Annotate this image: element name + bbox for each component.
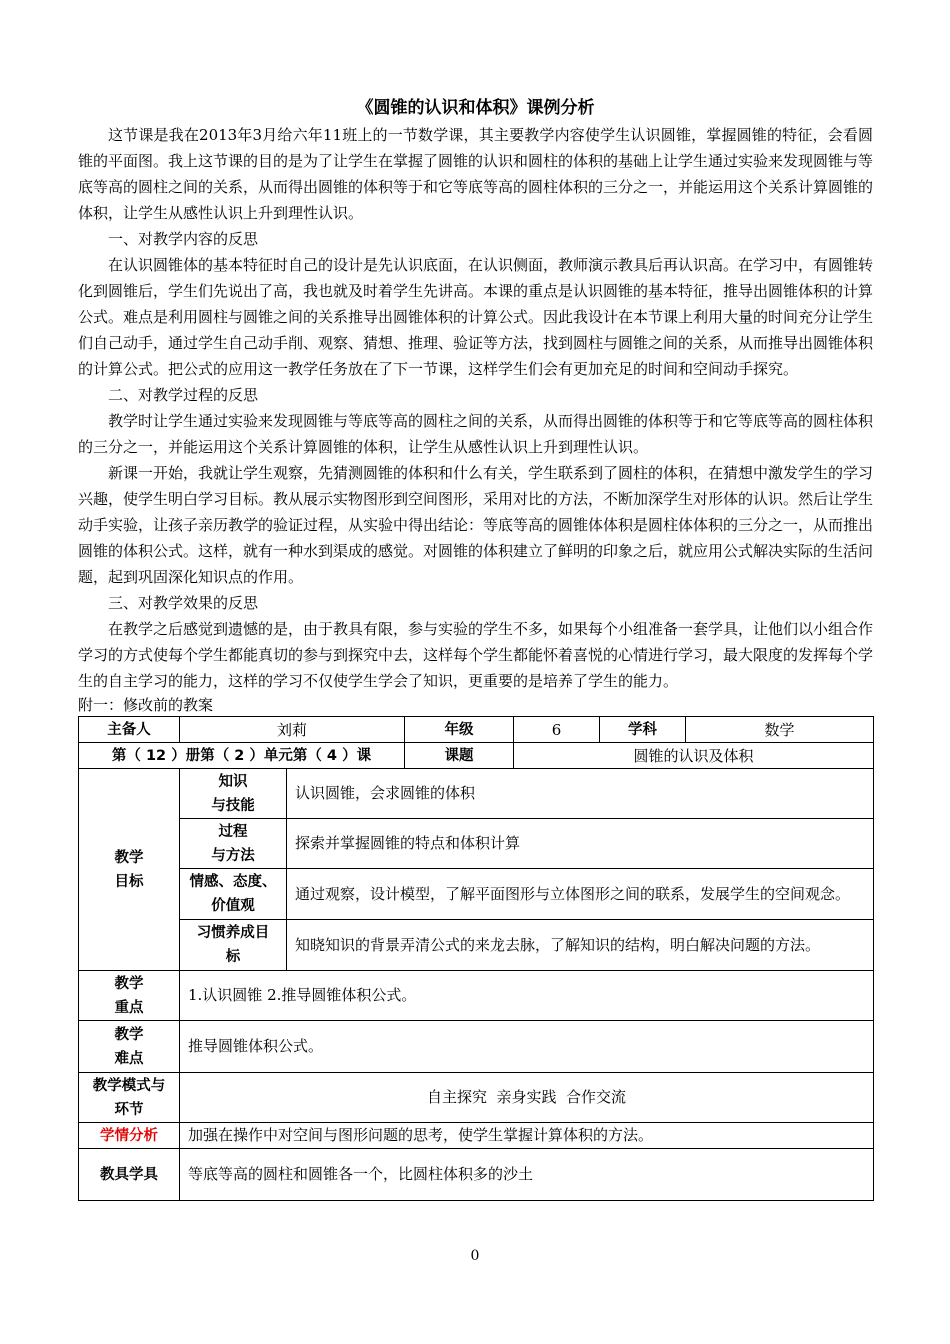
goals-label bbox=[79, 769, 180, 971]
analysis-label: 学情分析 bbox=[79, 1123, 180, 1149]
grade-label: 年级 bbox=[405, 717, 514, 743]
table-row bbox=[79, 769, 874, 819]
section-heading-process: 二、对教学过程的反思 bbox=[108, 386, 259, 404]
goal-attitude-label bbox=[180, 869, 287, 920]
goal-process-text: 探索并掌握圆锥的特点和体积计算 bbox=[287, 819, 874, 869]
page-number: 0 bbox=[470, 1248, 480, 1264]
effect-reflection-paragraph: 在教学之后感觉到遗憾的是，由于教具有限，参与实验的学生不多，如果每个小组准备一套学具，让他们以小组合作学习的方式使每个学生都能真切的参与到探究中去，这样每个学生都能怀着喜悦的心情进行学习，最大限度的发挥每个学生的自主学习的能力，这样的学习不仅使学生学会了知识，更重要的是培养了学生的能力。 bbox=[78, 620, 874, 690]
table-row bbox=[79, 1021, 874, 1073]
goals-label-line-2: 目标 bbox=[114, 873, 144, 890]
preparer-label: 主备人 bbox=[79, 717, 180, 743]
lesson-plan-table bbox=[78, 716, 874, 1201]
grade-value: 6 bbox=[514, 717, 600, 743]
difficulty-text: 推导圆锥体积公式。 bbox=[180, 1021, 874, 1073]
difficulty-label bbox=[79, 1021, 180, 1073]
mode-label bbox=[79, 1073, 180, 1123]
key-points-text: 1.认识圆锥 2.推导圆锥体积公式。 bbox=[180, 971, 874, 1021]
mode-text: 自主探究 亲身实践 合作交流 bbox=[180, 1073, 874, 1123]
goal-habit-label bbox=[180, 920, 287, 971]
goal-process-label-line-1: 过程 bbox=[218, 823, 248, 840]
mode-label-line-1: 教学模式与 bbox=[92, 1077, 166, 1094]
process-reflection-paragraph-2: 新课一开始，我就让学生观察，先猜测圆锥的体积和什么有关，学生联系到了圆柱的体积，在猜想中激发学生的学习兴趣，使学生明白学习目标。教从展示实物图形到空间图形，采用对比的方法，不断加深学生对形体的认识。然后让学生动手实验，让孩子亲历教学的验证过程，从实验中得出结论：等底等高的圆锥体体积是圆柱体体积的三分之一，从而推出圆锥的体积公式。这样，就有一种水到渠成的感觉。对圆锥的体积建立了鲜明的印象之后，就应用公式解决实际的生活问题，起到巩固深化知识点的作用。 bbox=[78, 464, 874, 586]
goals-label-line-1: 教学 bbox=[114, 849, 144, 866]
mode-label-line-2: 环节 bbox=[114, 1101, 144, 1118]
goal-process-label bbox=[180, 819, 287, 869]
content-reflection-paragraph: 在认识圆锥体的基本特征时自己的设计是先认识底面，在认识侧面，教师演示教具后再认识高。在学习中，有圆锥转化到圆锥后，学生们先说出了高，我也就及时着学生先讲高。本课的重点是认识圆锥的基本特征，推导出圆锥体积的计算公式。难点是利用圆柱与圆锥之间的关系推导出圆锥体积的计算公式。因此我设计在本节课上利用大量的时间充分让学生们自己动手，通过学生自己动手削、观察、猜想、推理、验证等方法，找到圆柱与圆锥之间的关系，从而推导出圆锥体积的计算公式。把公式的应用这一教学任务放在了下一节课，这样学生们会有更加充足的时间和空间动手探究。 bbox=[78, 256, 874, 378]
topic-label: 课题 bbox=[405, 743, 514, 769]
subject-value: 数学 bbox=[686, 717, 874, 743]
appendix-caption: 附一：修改前的教案 bbox=[78, 696, 214, 714]
goal-knowledge-text: 认识圆锥，会求圆锥的体积 bbox=[287, 769, 874, 819]
table-row bbox=[79, 971, 874, 1021]
subject-label: 学科 bbox=[600, 717, 686, 743]
goal-knowledge-label-line-1: 知识 bbox=[218, 773, 248, 790]
goal-process-label-line-2: 与方法 bbox=[211, 847, 255, 864]
topic-value: 圆锥的认识及体积 bbox=[514, 743, 874, 769]
table-row bbox=[79, 819, 874, 869]
key-points-label-line-1: 教学 bbox=[114, 975, 144, 992]
table-row bbox=[79, 920, 874, 971]
goal-habit-text: 知晓知识的背景弄清公式的来龙去脉，了解知识的结构，明白解决问题的方法。 bbox=[287, 920, 874, 971]
document-title: 《圆锥的认识和体积》课例分析 bbox=[356, 98, 595, 118]
document-page bbox=[78, 96, 873, 1201]
key-points-label-line-2: 重点 bbox=[114, 999, 144, 1016]
preparer-value: 刘莉 bbox=[180, 717, 405, 743]
lesson-reference: 第（ 12 ）册第（ 2 ）单元第（ 4 ）课 bbox=[79, 743, 405, 769]
process-reflection-paragraph-1: 教学时让学生通过实验来发现圆锥与等底等高的圆柱之间的关系，从而得出圆锥的体积等于和它等底等高的圆柱体积的三分之一，并能运用这个关系计算圆锥的体积，让学生从感性认识上升到理性认识。 bbox=[78, 412, 874, 456]
section-heading-content: 一、对教学内容的反思 bbox=[108, 230, 259, 248]
tools-label: 教具学具 bbox=[79, 1149, 180, 1201]
goal-attitude-label-line-2: 价值观 bbox=[211, 898, 255, 914]
goal-knowledge-label bbox=[180, 769, 287, 819]
tools-text: 等底等高的圆柱和圆锥各一个，比圆柱体积多的沙土 bbox=[180, 1149, 874, 1201]
intro-paragraph: 这节课是我在2013年3月给六年11班上的一节数学课，其主要教学内容使学生认识圆锥，掌握圆锥的特征，会看圆锥的平面图。我上这节课的目的是为了让学生在掌握了圆锥的认识和圆柱的体积的基础上让学生通过实验来发现圆锥与等底等高的圆柱之间的关系，从而得出圆锥的体积等于和它等底等高的圆柱体积的三分之一，并能运用这个关系计算圆锥的体积，让学生从感性认识上升到理性认识。 bbox=[78, 126, 874, 222]
key-points-label bbox=[79, 971, 180, 1021]
goal-habit-label-line-2: 标 bbox=[225, 949, 241, 965]
goal-attitude-label-line-1: 情感、态度、 bbox=[189, 874, 277, 890]
analysis-text: 加强在操作中对空间与图形问题的思考，使学生掌握计算体积的方法。 bbox=[180, 1123, 874, 1149]
table-row bbox=[79, 1073, 874, 1123]
table-row bbox=[79, 869, 874, 920]
table-row bbox=[79, 743, 874, 769]
goal-attitude-text: 通过观察，设计模型，了解平面图形与立体图形之间的联系，发展学生的空间观念。 bbox=[287, 869, 874, 920]
difficulty-label-line-1: 教学 bbox=[114, 1026, 144, 1043]
table-row bbox=[79, 1123, 874, 1149]
table-row bbox=[79, 717, 874, 743]
section-heading-effect: 三、对教学效果的反思 bbox=[108, 594, 259, 612]
goal-habit-label-line-1: 习惯养成目 bbox=[196, 925, 270, 941]
difficulty-label-line-2: 难点 bbox=[114, 1050, 144, 1067]
table-row bbox=[79, 1149, 874, 1201]
goal-knowledge-label-line-2: 与技能 bbox=[211, 797, 255, 814]
